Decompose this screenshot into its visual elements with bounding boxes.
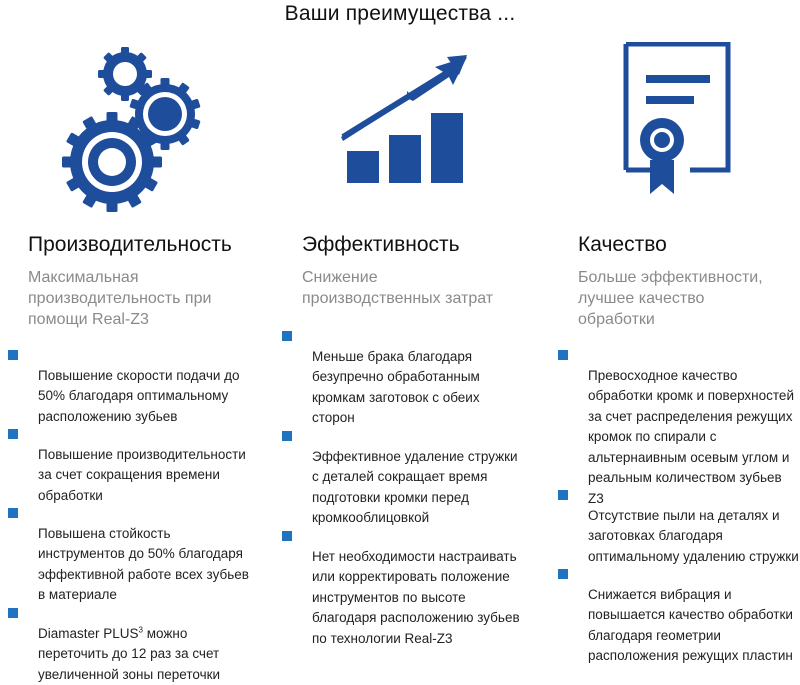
bullet-square-icon [8,350,18,360]
bullet-square-icon [558,569,568,579]
column-title: Качество [578,233,667,256]
column-productivity [28,233,232,257]
page-title: Ваши преимущества ... [284,2,516,25]
list-item: Diamaster PLUS$^3$ можно переточить до 12 раз за счет увеличенной зоны переточки [8,603,268,685]
column-title: Производительность [28,233,232,256]
list-item: Отсутствие пыли на деталях и заготовках благодаря оптимальному удалению стружки [558,485,800,567]
bullet-square-icon [558,350,568,360]
bullet-square-icon [8,429,18,439]
column-efficiency [302,233,460,257]
certificate-icon [620,42,740,197]
list-item: Повышение скорости подачи до 50% благодаря оптимальному расположению зубьев [8,345,268,427]
column-quality [578,233,667,257]
list-item: Снижается вибрация и повышается качество обработки благодаря геометрии расположения режущих пластин [558,564,800,667]
gears-icon [55,42,205,212]
column-subtitle: Снижение производственных затрат [302,269,494,307]
bullet-square-icon [282,431,292,441]
list-item: Эффективное удаление стружки с деталей сокращает время подготовки кромки перед кромкооблицовкой [282,426,542,529]
list-item: Меньше брака благодаря безупречно обработанным кромкам заготовок с обеих сторон [282,326,542,429]
list-item: Превосходное качество обработки кромк и поверхностей за счет распределения режущих кромок по спирали с альтернаивным осевым углом и реальным количеством зубьев Z3 [558,345,800,509]
column-subtitle: Максимальная производительность при помощи Real-Z3 [28,269,212,328]
bullet-square-icon [282,331,292,341]
column-title: Эффективность [302,233,460,256]
column-subtitle: Больше эффективности, лучшее качество обработки [578,269,763,328]
bullet-square-icon [8,608,18,618]
bullet-square-icon [558,490,568,500]
list-item: Повышена стойкость инструментов до 50% благодаря эффективной работе всех зубьев в материале [8,503,268,606]
growth-chart-icon [335,55,470,185]
bullet-square-icon [8,508,18,518]
bullet-square-icon [282,531,292,541]
list-item: Повышение производительности за счет сокращения времени обработки [8,424,268,506]
list-item: Нет необходимости настраивать или корректировать положение инструментов по высоте благодаря расположению зубьев по технологии Real-Z3 [282,526,542,649]
